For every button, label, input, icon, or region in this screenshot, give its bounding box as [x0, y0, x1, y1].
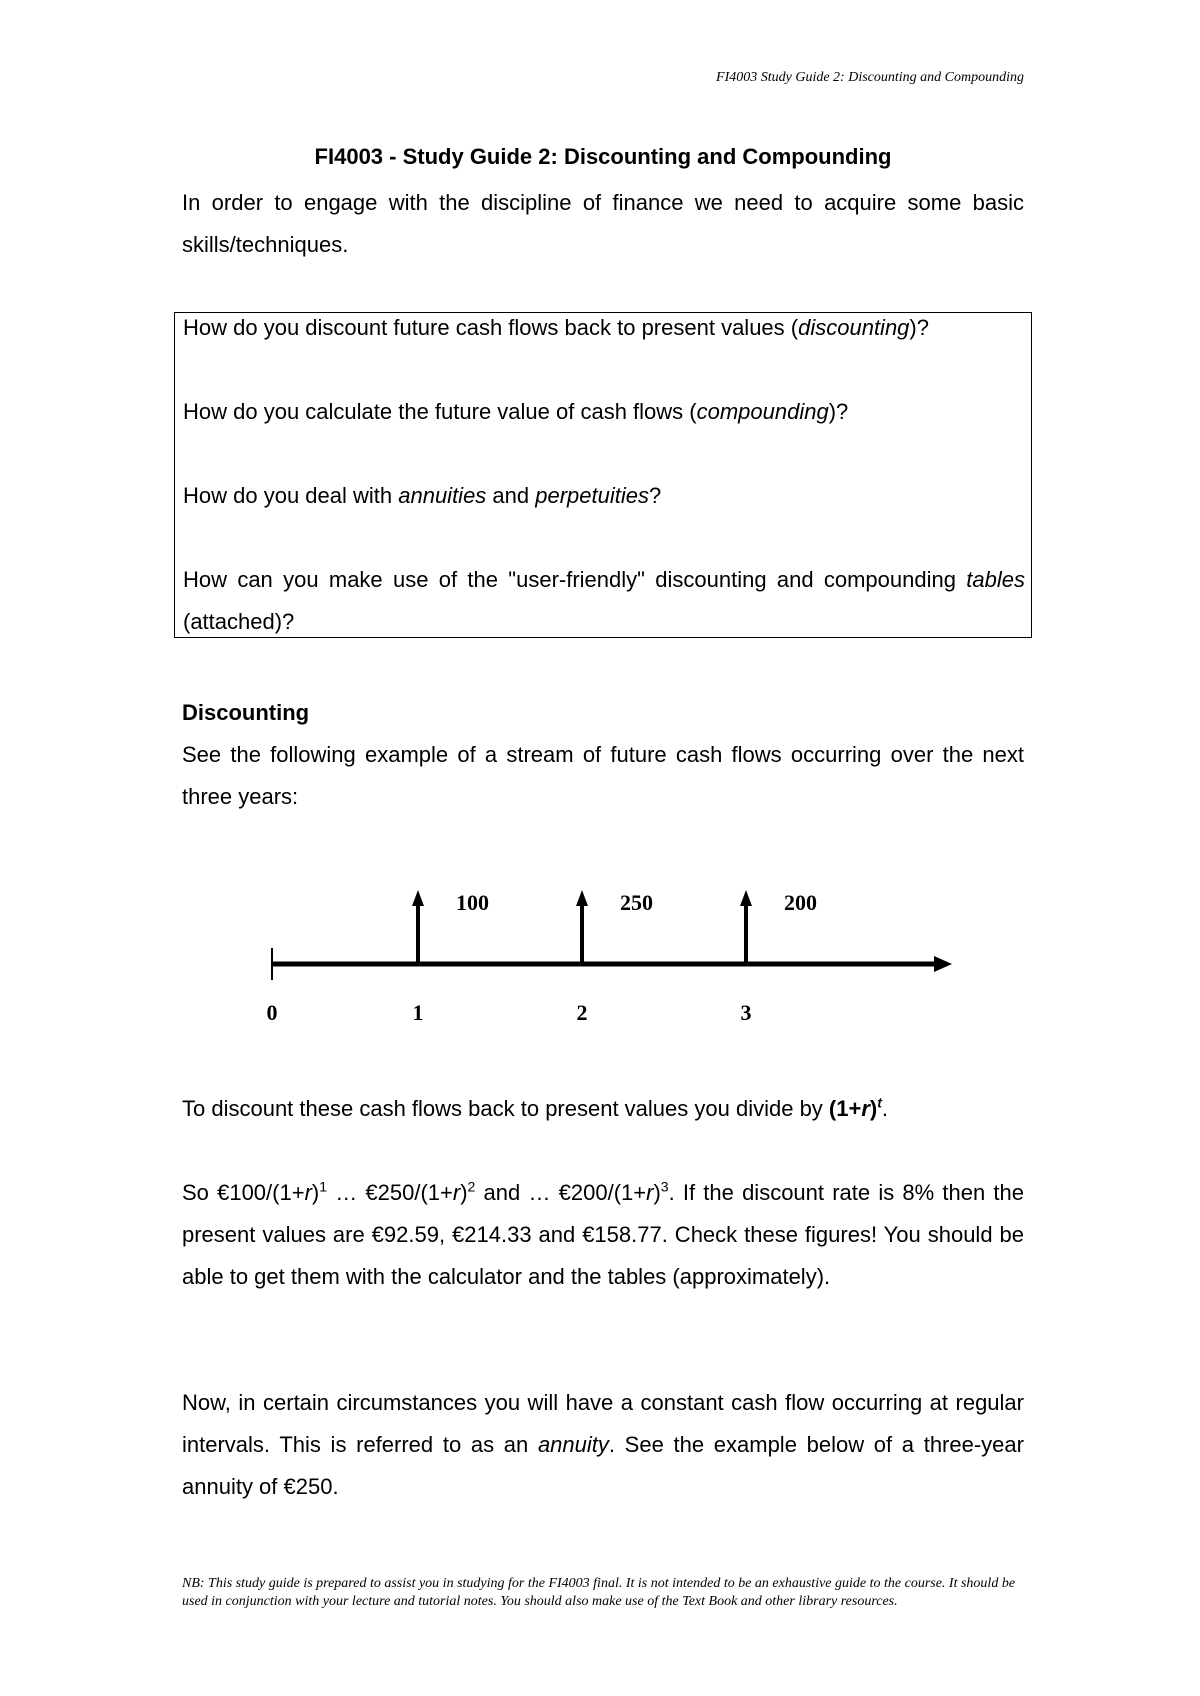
cash-flow-label-1: 100 — [456, 890, 489, 915]
cash-flow-arrowhead-3 — [740, 890, 752, 906]
cash-flow-arrowhead-1 — [412, 890, 424, 906]
running-header: FI4003 Study Guide 2: Discounting and Compounding — [716, 70, 1024, 85]
page-title: FI4003 - Study Guide 2: Discounting and Compounding — [314, 144, 892, 169]
section-heading-discounting: Discounting — [182, 700, 310, 725]
footer-note: NB: This study guide is prepared to assist you in studying for the FI4003 final. It is not intended to be an exhaustive guide to the course. It should be used in conjunction with your lecture and tutorial notes. You should also make use of the Text Book and other library resources. — [182, 1576, 1016, 1609]
cash-flow-arrowhead-2 — [576, 890, 588, 906]
present-value-example-paragraph: So $€100/(1+r)^1$ … $€250/(1+r)^2$ and … $€200/(1+r)^3$. If the discount rate is 8% then the present values are €92.59, €214.33 and €158.77. Check these figures! You should be able to get them with the calculator and the tables (approximately). — [182, 1178, 1024, 1289]
period-label-1: 1 — [412, 1000, 424, 1025]
intro-paragraph: In order to engage with the discipline of finance we need to acquire some basic skills/techniques. — [182, 190, 1024, 257]
cash-flow-label-3: 200 — [784, 890, 817, 915]
question-tables: How can you make use of the "user-friendly" discounting and compounding tables (attached)? — [183, 567, 1025, 634]
discounting-intro: See the following example of a stream of future cash flows occurring over the next three years: — [182, 742, 1024, 809]
period-label-2: 2 — [576, 1000, 588, 1025]
period-label-0: 0 — [266, 1000, 278, 1025]
annuity-paragraph: Now, in certain circumstances you will have a constant cash flow occurring at regular intervals. This is referred to as an annuity. See the example below of a three-year annuity of €250. — [182, 1390, 1024, 1499]
timeline-arrowhead — [934, 956, 952, 972]
discount-formula-paragraph: To discount these cash flows back to present values you divide by $(1+r)^t$. — [182, 1094, 889, 1121]
question-discounting: How do you discount future cash flows back to present values (discounting)? — [183, 315, 929, 340]
question-compounding: How do you calculate the future value of cash flows (compounding)? — [183, 399, 849, 424]
period-label-3: 3 — [740, 1000, 752, 1025]
cash-flow-label-2: 250 — [620, 890, 653, 915]
question-annuities: How do you deal with annuities and perpetuities? — [183, 483, 662, 508]
